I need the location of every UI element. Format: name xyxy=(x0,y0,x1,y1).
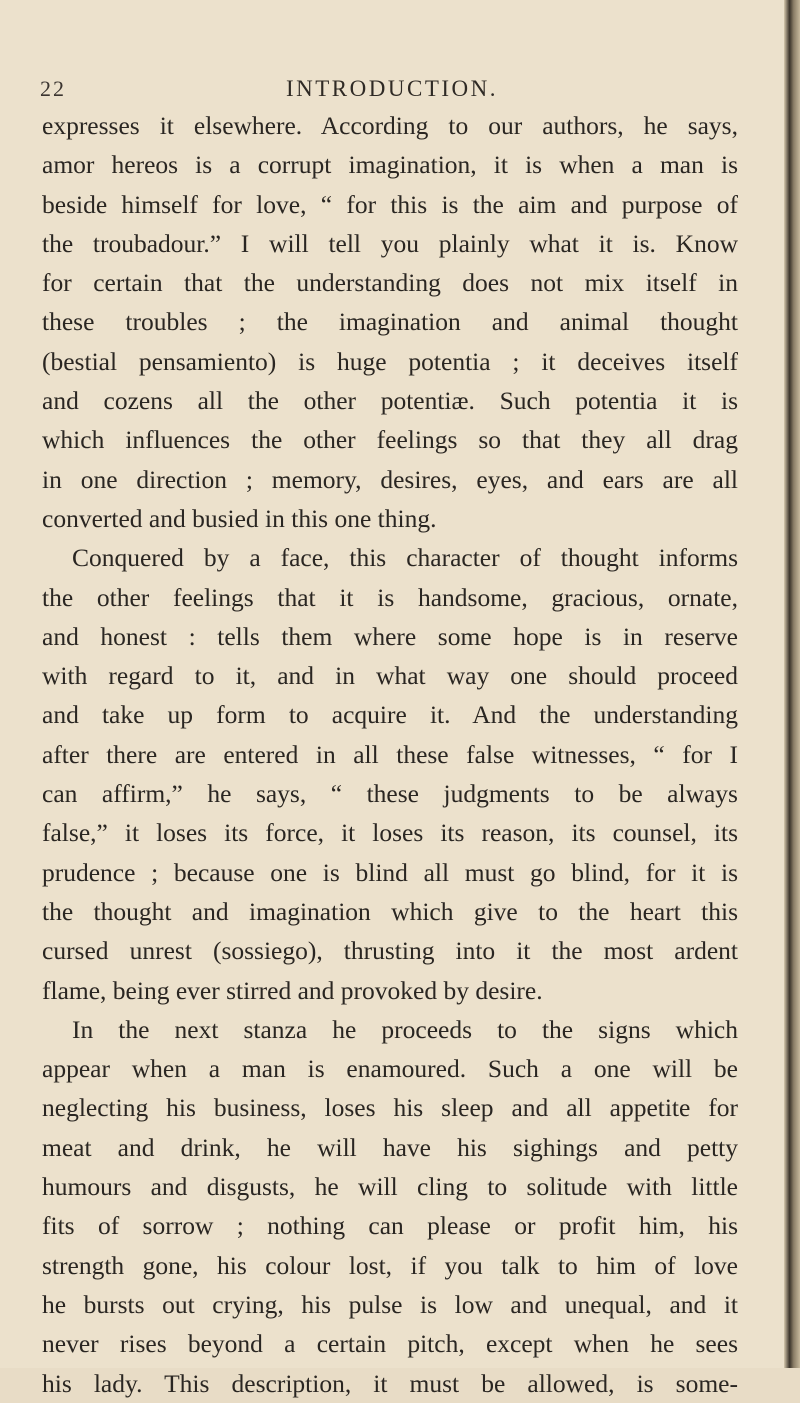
text-line: the other feelings that it is handsome, gracious, ornate, xyxy=(42,582,738,612)
text-line: converted and busied in this one thing. xyxy=(42,503,437,533)
text-line: never rises beyond a certain pitch, except when he sees xyxy=(42,1329,738,1359)
text-line: flame, being ever stirred and provoked by desire. xyxy=(42,975,543,1005)
text-line: appear when a man is enamoured. Such a one will be xyxy=(42,1054,738,1084)
text-line: fits of sorrow ; nothing can please or profit him, his xyxy=(42,1211,738,1241)
text-line: meat and drink, he will have his sighings and petty xyxy=(42,1132,738,1162)
text-line: neglecting his business, loses his sleep and all appetite for xyxy=(42,1093,738,1123)
text-line: strength gone, his colour lost, if you talk to him of love xyxy=(42,1250,738,1280)
text-line: the troubadour.” I will tell you plainly what it is. Know xyxy=(42,228,738,258)
text-line: Conquered by a face, this character of thought informs xyxy=(72,543,738,573)
text-line: these troubles ; the imagination and animal thought xyxy=(42,307,738,337)
page-number: 22 xyxy=(40,76,66,101)
text-line: prudence ; because one is blind all must go blind, for it is xyxy=(42,857,738,887)
text-line: and cozens all the other potentiæ. Such potentia it is xyxy=(42,386,738,416)
text-line: he bursts out crying, his pulse is low and unequal, and it xyxy=(42,1289,738,1319)
text-line: and take up form to acquire it. And the understanding xyxy=(42,700,738,730)
text-line: for certain that the understanding does not mix itself in xyxy=(42,268,738,298)
text-line: cursed unrest (sossiego), thrusting into it the most ardent xyxy=(42,936,738,966)
body-text xyxy=(42,106,738,1403)
text-line: false,” it loses its force, it loses its reason, its counsel, its xyxy=(42,818,738,848)
text-line: and honest : tells them where some hope is in reserve xyxy=(42,621,738,651)
text-line: which influences the other feelings so that they all drag xyxy=(42,425,738,455)
text-line: his lady. This description, it must be allowed, is some- xyxy=(42,1368,738,1398)
running-head xyxy=(0,76,784,106)
text-line: can affirm,” he says, “ these judgments to be always xyxy=(42,779,738,809)
text-line: amor hereos is a corrupt imagination, it is when a man is xyxy=(42,150,738,180)
text-line: In the next stanza he proceeds to the signs which xyxy=(72,1014,738,1044)
text-line: the thought and imagination which give to the heart this xyxy=(42,896,738,926)
text-line: in one direction ; memory, desires, eyes, and ears are all xyxy=(42,464,738,494)
text-line: beside himself for love, “ for this is the aim and purpose of xyxy=(42,189,738,219)
text-line: humours and disgusts, he will cling to solitude with little xyxy=(42,1172,738,1202)
text-line: (bestial pensamiento) is huge potentia ; it deceives itself xyxy=(42,346,738,376)
text-line: with regard to it, and in what way one should proceed xyxy=(42,661,738,691)
text-line: after there are entered in all these false witnesses, “ for I xyxy=(42,739,738,769)
text-line: expresses it elsewhere. According to our authors, he says, xyxy=(42,111,738,140)
running-head-title: INTRODUCTION. xyxy=(285,76,498,101)
page-edge xyxy=(784,0,800,1368)
